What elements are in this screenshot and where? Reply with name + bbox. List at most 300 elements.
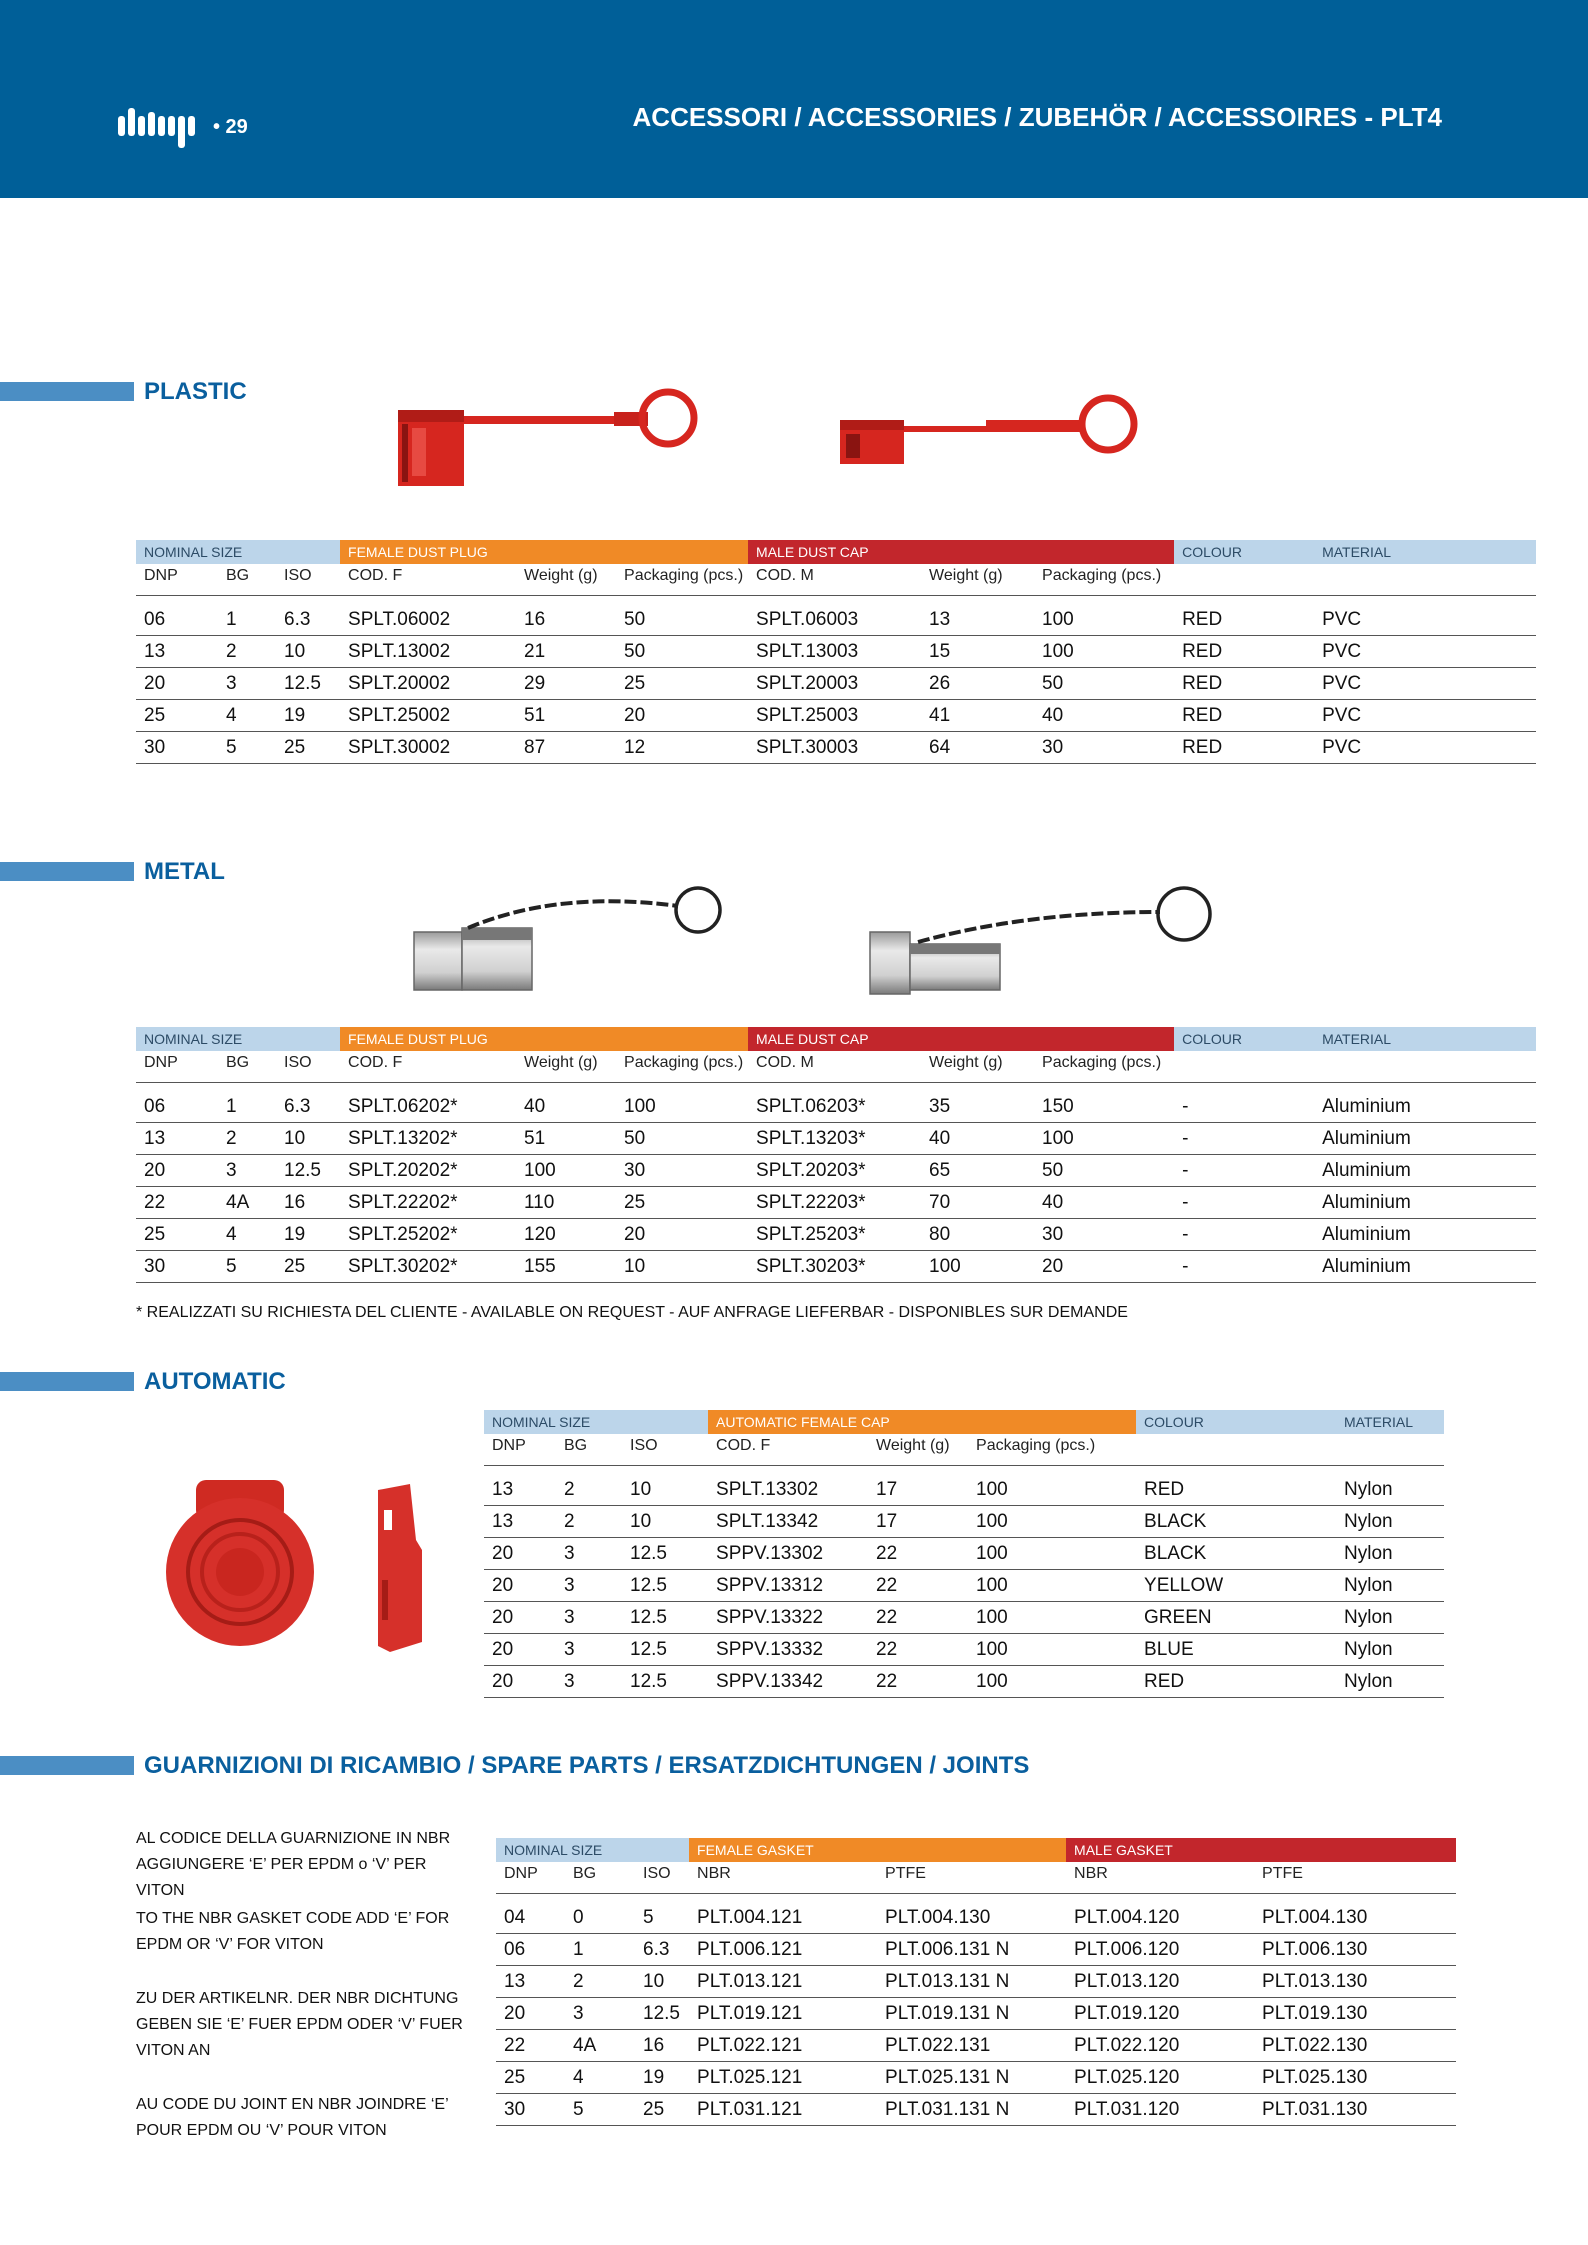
table-cell: 10 — [622, 1474, 708, 1506]
table-cell: 3 — [565, 1998, 635, 2030]
automatic-nominal-size-header: NOMINAL SIZE — [484, 1410, 708, 1434]
table-cell: 26 — [921, 668, 1034, 700]
table-cell: 12 — [616, 732, 748, 764]
table-cell: 4A — [218, 1187, 276, 1219]
table-cell: 100 — [968, 1570, 1136, 1602]
table-cell: 22 — [868, 1634, 968, 1666]
column-header: BG — [226, 1054, 250, 1071]
column-header — [1136, 1434, 1336, 1466]
table-cell: 16 — [276, 1187, 340, 1219]
column-header: Packaging (pcs.) — [624, 1054, 744, 1071]
page-number: • 29 — [213, 116, 248, 138]
table-cell: Nylon — [1336, 1506, 1444, 1538]
table-row — [484, 1570, 1444, 1602]
table-row — [496, 1966, 1456, 1998]
table-cell: 120 — [516, 1219, 616, 1251]
table-cell: SPLT.30003 — [748, 732, 921, 764]
table-cell: SPLT.06203* — [748, 1091, 921, 1123]
table-cell: PLT.006.130 — [1254, 1934, 1456, 1966]
table-cell: SPPV.13312 — [708, 1570, 868, 1602]
table-cell: PLT.004.130 — [877, 1902, 1066, 1934]
table-cell: 4 — [565, 2062, 635, 2094]
column-header: ISO — [630, 1437, 658, 1454]
table-cell: 16 — [516, 604, 616, 636]
automatic-section-bar — [0, 1372, 134, 1391]
table-cell: SPLT.13302 — [708, 1474, 868, 1506]
column-header: BG — [573, 1865, 597, 1882]
table-cell: Aluminium — [1314, 1123, 1536, 1155]
table-row — [484, 1666, 1444, 1698]
metal-section-title: METAL — [144, 858, 225, 885]
table-cell: SPLT.20002 — [340, 668, 516, 700]
column-header: Weight (g) — [876, 1437, 950, 1454]
table-cell: 64 — [921, 732, 1034, 764]
table-cell: 65 — [921, 1155, 1034, 1187]
table-cell: 6.3 — [276, 1091, 340, 1123]
table-cell: PLT.022.121 — [689, 2030, 877, 2062]
table-cell: 20 — [484, 1634, 556, 1666]
table-cell: 2 — [218, 636, 276, 668]
plastic-female-plug-image — [390, 388, 710, 500]
table-row — [496, 1902, 1456, 1934]
column-header: BG — [564, 1437, 588, 1454]
table-cell: PLT.019.131 N — [877, 1998, 1066, 2030]
table-cell: 70 — [921, 1187, 1034, 1219]
table-cell: 12.5 — [276, 668, 340, 700]
table-row — [136, 1251, 1536, 1283]
table-cell: 20 — [616, 700, 748, 732]
column-header: NBR — [697, 1865, 731, 1882]
gaskets-section-title: GUARNIZIONI DI RICAMBIO / SPARE PARTS / ERSATZDICHTUNGEN / JOINTS — [144, 1752, 1030, 1779]
table-cell: SPLT.30002 — [340, 732, 516, 764]
table-cell: SPLT.13003 — [748, 636, 921, 668]
table-cell: 22 — [868, 1538, 968, 1570]
table-cell: SPLT.20202* — [340, 1155, 516, 1187]
table-cell: 1 — [218, 604, 276, 636]
table-cell: 50 — [616, 604, 748, 636]
table-row — [496, 2030, 1456, 2062]
table-cell: Aluminium — [1314, 1219, 1536, 1251]
table-cell: PVC — [1314, 700, 1536, 732]
table-cell: SPLT.06002 — [340, 604, 516, 636]
table-cell: Aluminium — [1314, 1187, 1536, 1219]
table-cell: PLT.013.121 — [689, 1966, 877, 1998]
table-cell: Nylon — [1336, 1538, 1444, 1570]
column-header: ISO — [284, 1054, 312, 1071]
table-cell: PLT.006.120 — [1066, 1934, 1254, 1966]
table-cell: RED — [1136, 1474, 1336, 1506]
table-row — [136, 1219, 1536, 1251]
table-cell: 3 — [556, 1538, 622, 1570]
table-cell: SPLT.20003 — [748, 668, 921, 700]
table-cell: 30 — [616, 1155, 748, 1187]
table-cell: 10 — [276, 1123, 340, 1155]
table-cell: PVC — [1314, 668, 1536, 700]
gasket-instruction-en: TO THE NBR GASKET CODE ADD ‘E’ FOR EPDM OR ‘V’ FOR VITON — [136, 1910, 450, 1953]
table-cell: 100 — [616, 1091, 748, 1123]
column-header — [1174, 564, 1314, 596]
table-cell: PLT.025.130 — [1254, 2062, 1456, 2094]
table-row — [496, 2094, 1456, 2126]
table-cell: SPLT.22203* — [748, 1187, 921, 1219]
automatic-cap-image — [160, 1470, 460, 1670]
table-cell: 6.3 — [276, 604, 340, 636]
table-cell: 3 — [218, 668, 276, 700]
table-cell: 15 — [921, 636, 1034, 668]
table-cell: 22 — [868, 1666, 968, 1698]
plastic-table — [136, 540, 1536, 764]
table-cell: Aluminium — [1314, 1251, 1536, 1283]
table-row — [136, 636, 1536, 668]
column-header: ISO — [284, 567, 312, 584]
table-cell: 20 — [1034, 1251, 1174, 1283]
table-cell: 22 — [868, 1570, 968, 1602]
table-cell: Nylon — [1336, 1634, 1444, 1666]
table-cell: RED — [1174, 700, 1314, 732]
gaskets-column-header — [496, 1862, 1456, 1894]
table-cell: PLT.025.131 N — [877, 2062, 1066, 2094]
table-cell: 87 — [516, 732, 616, 764]
table-cell: 30 — [136, 732, 218, 764]
page-header — [0, 0, 1588, 198]
table-cell: 5 — [565, 2094, 635, 2126]
table-cell: PLT.025.120 — [1066, 2062, 1254, 2094]
table-cell: 04 — [496, 1902, 565, 1934]
column-header: Packaging (pcs.) — [1042, 1054, 1162, 1071]
table-cell: RED — [1174, 604, 1314, 636]
table-cell: 13 — [484, 1506, 556, 1538]
table-cell: 100 — [1034, 604, 1174, 636]
gaskets-male-header: MALE GASKET — [1066, 1838, 1456, 1862]
table-cell: 20 — [484, 1602, 556, 1634]
metal-section-bar — [0, 862, 134, 881]
table-cell: 1 — [565, 1934, 635, 1966]
table-row — [136, 604, 1536, 636]
table-divider — [496, 1894, 1456, 1903]
table-cell: 40 — [1034, 1187, 1174, 1219]
table-cell: SPLT.13202* — [340, 1123, 516, 1155]
table-cell: GREEN — [1136, 1602, 1336, 1634]
automatic-table — [484, 1410, 1444, 1698]
table-cell: 12.5 — [622, 1570, 708, 1602]
automatic-material-header: MATERIAL — [1336, 1410, 1444, 1434]
automatic-colour-header: COLOUR — [1136, 1410, 1336, 1434]
table-cell: 3 — [556, 1602, 622, 1634]
table-cell: BLUE — [1136, 1634, 1336, 1666]
table-cell: 17 — [868, 1506, 968, 1538]
table-cell: 17 — [868, 1474, 968, 1506]
table-cell: 0 — [565, 1902, 635, 1934]
table-cell: 20 — [136, 1155, 218, 1187]
column-header: COD. F — [348, 1054, 403, 1071]
table-cell: 16 — [635, 2030, 689, 2062]
gaskets-section-bar — [0, 1756, 134, 1775]
metal-table — [136, 1027, 1536, 1283]
table-cell: 100 — [968, 1474, 1136, 1506]
table-cell: 12.5 — [622, 1666, 708, 1698]
table-cell: 110 — [516, 1187, 616, 1219]
table-cell: 13 — [136, 1123, 218, 1155]
table-row — [496, 2062, 1456, 2094]
plastic-group-header — [136, 540, 1536, 564]
table-cell: 10 — [276, 636, 340, 668]
table-cell: 30 — [496, 2094, 565, 2126]
table-cell: 25 — [136, 700, 218, 732]
table-cell: 4 — [218, 1219, 276, 1251]
table-cell: 40 — [1034, 700, 1174, 732]
gasket-instruction-de: ZU DER ARTIKELNR. DER NBR DICHTUNG GEBEN SIE ‘E’ FUER EPDM ODER ‘V’ FUER VITON AN — [136, 1990, 463, 2059]
table-cell: 100 — [968, 1666, 1136, 1698]
table-cell: 20 — [496, 1998, 565, 2030]
table-cell: 06 — [136, 1091, 218, 1123]
table-cell: PVC — [1314, 636, 1536, 668]
table-cell: RED — [1174, 668, 1314, 700]
table-cell: 50 — [616, 1123, 748, 1155]
column-header: COD. F — [348, 567, 403, 584]
table-cell: 3 — [556, 1570, 622, 1602]
table-cell: Nylon — [1336, 1474, 1444, 1506]
table-cell: RED — [1174, 732, 1314, 764]
table-cell: 25 — [616, 1187, 748, 1219]
table-cell: 12.5 — [622, 1602, 708, 1634]
table-cell: 100 — [968, 1506, 1136, 1538]
table-cell: 100 — [516, 1155, 616, 1187]
plastic-column-header — [136, 564, 1536, 596]
table-cell: 30 — [136, 1251, 218, 1283]
page-title — [633, 102, 1442, 133]
table-cell: SPLT.25002 — [340, 700, 516, 732]
table-cell: 20 — [136, 668, 218, 700]
table-cell: 06 — [496, 1934, 565, 1966]
table-cell: 4A — [565, 2030, 635, 2062]
table-cell: SPLT.22202* — [340, 1187, 516, 1219]
table-cell: 1 — [218, 1091, 276, 1123]
metal-female-header: FEMALE DUST PLUG — [340, 1027, 748, 1051]
table-cell: PLT.031.120 — [1066, 2094, 1254, 2126]
metal-colour-header: COLOUR — [1174, 1027, 1314, 1051]
column-header: PTFE — [885, 1865, 926, 1882]
table-cell: 20 — [616, 1219, 748, 1251]
table-cell: SPLT.06202* — [340, 1091, 516, 1123]
table-cell: 100 — [1034, 636, 1174, 668]
table-cell: 25 — [276, 732, 340, 764]
table-cell: RED — [1136, 1666, 1336, 1698]
table-cell: 30 — [1034, 732, 1174, 764]
table-cell: PLT.022.130 — [1254, 2030, 1456, 2062]
table-cell: PVC — [1314, 604, 1536, 636]
plastic-section-title: PLASTIC — [144, 378, 247, 405]
column-header — [1314, 564, 1536, 596]
table-cell: SPLT.20203* — [748, 1155, 921, 1187]
column-header: PTFE — [1262, 1865, 1303, 1882]
table-cell: SPLT.13002 — [340, 636, 516, 668]
table-cell: 100 — [968, 1538, 1136, 1570]
table-cell: 29 — [516, 668, 616, 700]
table-cell: 10 — [616, 1251, 748, 1283]
table-cell: 5 — [635, 1902, 689, 1934]
automatic-section-title: AUTOMATIC — [144, 1368, 286, 1395]
table-cell: Aluminium — [1314, 1091, 1536, 1123]
table-cell: SPLT.13203* — [748, 1123, 921, 1155]
column-header — [1336, 1434, 1444, 1466]
table-cell: 2 — [556, 1506, 622, 1538]
table-cell: Aluminium — [1314, 1155, 1536, 1187]
table-cell: SPPV.13322 — [708, 1602, 868, 1634]
table-cell: 100 — [921, 1251, 1034, 1283]
column-header: DNP — [492, 1437, 526, 1454]
table-cell: 100 — [1034, 1123, 1174, 1155]
table-cell: 40 — [921, 1123, 1034, 1155]
table-divider — [136, 1083, 1536, 1092]
table-cell: SPLT.25203* — [748, 1219, 921, 1251]
metal-nominal-size-header: NOMINAL SIZE — [136, 1027, 340, 1051]
table-row — [136, 1091, 1536, 1123]
column-header: Packaging (pcs.) — [1042, 567, 1162, 584]
table-cell: 30 — [1034, 1219, 1174, 1251]
table-row — [484, 1602, 1444, 1634]
table-cell: SPLT.25003 — [748, 700, 921, 732]
page-title-code: PLT4 — [1380, 102, 1442, 132]
table-cell: - — [1174, 1155, 1314, 1187]
table-row — [484, 1506, 1444, 1538]
table-cell: 80 — [921, 1219, 1034, 1251]
table-cell: 19 — [635, 2062, 689, 2094]
table-row — [136, 1155, 1536, 1187]
table-cell: 2 — [565, 1966, 635, 1998]
table-cell: - — [1174, 1187, 1314, 1219]
table-cell: YELLOW — [1136, 1570, 1336, 1602]
table-cell: 13 — [484, 1474, 556, 1506]
automatic-column-header — [484, 1434, 1444, 1466]
plastic-section-bar — [0, 382, 134, 401]
availability-note: * REALIZZATI SU RICHIESTA DEL CLIENTE - AVAILABLE ON REQUEST - AUF ANFRAGE LIEFERBAR - DISPONIBLES SUR DEMANDE — [136, 1304, 1128, 1321]
table-cell: Nylon — [1336, 1666, 1444, 1698]
table-cell: PLT.004.120 — [1066, 1902, 1254, 1934]
table-cell: BLACK — [1136, 1538, 1336, 1570]
table-cell: - — [1174, 1251, 1314, 1283]
column-header: COD. M — [756, 1054, 814, 1071]
automatic-group-header — [484, 1410, 1444, 1434]
table-cell: SPLT.30202* — [340, 1251, 516, 1283]
table-cell: 40 — [516, 1091, 616, 1123]
table-row — [484, 1538, 1444, 1570]
table-cell: 10 — [635, 1966, 689, 1998]
gaskets-female-header: FEMALE GASKET — [689, 1838, 1066, 1862]
gasket-instruction-fr: AU CODE DU JOINT EN NBR JOINDRE ‘E’ POUR EPDM OU ‘V’ POUR VITON — [136, 2096, 449, 2139]
column-header: COD. F — [716, 1437, 771, 1454]
table-cell: RED — [1174, 636, 1314, 668]
table-cell: 12.5 — [622, 1538, 708, 1570]
table-row — [136, 1187, 1536, 1219]
table-cell: PLT.006.131 N — [877, 1934, 1066, 1966]
table-cell: 25 — [635, 2094, 689, 2126]
table-cell: - — [1174, 1091, 1314, 1123]
plastic-male-cap-image — [840, 398, 1134, 464]
column-header: DNP — [144, 567, 178, 584]
table-cell: 13 — [136, 636, 218, 668]
table-cell: 50 — [1034, 1155, 1174, 1187]
table-cell: PLT.006.121 — [689, 1934, 877, 1966]
column-header: Packaging (pcs.) — [624, 567, 744, 584]
table-divider — [136, 596, 1536, 605]
table-cell: 06 — [136, 604, 218, 636]
plastic-nominal-size-header: NOMINAL SIZE — [136, 540, 340, 564]
column-header: DNP — [144, 1054, 178, 1071]
table-row — [136, 1123, 1536, 1155]
table-cell: 100 — [968, 1602, 1136, 1634]
table-cell: 41 — [921, 700, 1034, 732]
metal-column-header — [136, 1051, 1536, 1083]
table-cell: PVC — [1314, 732, 1536, 764]
table-cell: PLT.019.121 — [689, 1998, 877, 2030]
table-row — [484, 1634, 1444, 1666]
table-cell: 5 — [218, 732, 276, 764]
table-cell: 12.5 — [635, 1998, 689, 2030]
table-cell: 20 — [484, 1570, 556, 1602]
table-cell: 25 — [496, 2062, 565, 2094]
gaskets-table — [496, 1838, 1456, 2126]
plastic-female-header: FEMALE DUST PLUG — [340, 540, 748, 564]
metal-female-plug-image — [408, 880, 738, 998]
table-cell: PLT.013.120 — [1066, 1966, 1254, 1998]
table-cell: SPLT.06003 — [748, 604, 921, 636]
table-cell: PLT.013.130 — [1254, 1966, 1456, 1998]
plastic-material-header: MATERIAL — [1314, 540, 1536, 564]
table-cell: PLT.004.130 — [1254, 1902, 1456, 1934]
table-row — [496, 1998, 1456, 2030]
table-cell: 50 — [1034, 668, 1174, 700]
table-cell: 19 — [276, 1219, 340, 1251]
table-row — [496, 1934, 1456, 1966]
column-header: Weight (g) — [524, 1054, 598, 1071]
table-cell: SPPV.13342 — [708, 1666, 868, 1698]
table-cell: PLT.025.121 — [689, 2062, 877, 2094]
metal-male-header: MALE DUST CAP — [748, 1027, 1174, 1051]
table-cell: 20 — [484, 1538, 556, 1570]
gaskets-nominal-size-header: NOMINAL SIZE — [496, 1838, 689, 1862]
table-cell: 13 — [921, 604, 1034, 636]
table-row — [136, 732, 1536, 764]
table-cell: 155 — [516, 1251, 616, 1283]
table-cell: SPPV.13302 — [708, 1538, 868, 1570]
table-cell: 3 — [556, 1634, 622, 1666]
column-header: Weight (g) — [929, 567, 1003, 584]
table-cell: - — [1174, 1219, 1314, 1251]
table-cell: 51 — [516, 1123, 616, 1155]
metal-group-header — [136, 1027, 1536, 1051]
table-cell: 25 — [276, 1251, 340, 1283]
table-cell: 2 — [556, 1474, 622, 1506]
column-header: Weight (g) — [524, 567, 598, 584]
table-cell: BLACK — [1136, 1506, 1336, 1538]
table-cell: 3 — [556, 1666, 622, 1698]
table-cell: PLT.031.130 — [1254, 2094, 1456, 2126]
column-header — [1174, 1051, 1314, 1083]
table-cell: 150 — [1034, 1091, 1174, 1123]
table-cell: 12.5 — [276, 1155, 340, 1187]
table-cell: Nylon — [1336, 1602, 1444, 1634]
table-cell: Nylon — [1336, 1570, 1444, 1602]
table-cell: 20 — [484, 1666, 556, 1698]
plastic-male-header: MALE DUST CAP — [748, 540, 1174, 564]
column-header: ISO — [643, 1865, 671, 1882]
table-cell: 22 — [496, 2030, 565, 2062]
table-cell: 22 — [136, 1187, 218, 1219]
table-cell: 13 — [496, 1966, 565, 1998]
table-cell: 22 — [868, 1602, 968, 1634]
table-cell: 19 — [276, 700, 340, 732]
table-cell: 51 — [516, 700, 616, 732]
